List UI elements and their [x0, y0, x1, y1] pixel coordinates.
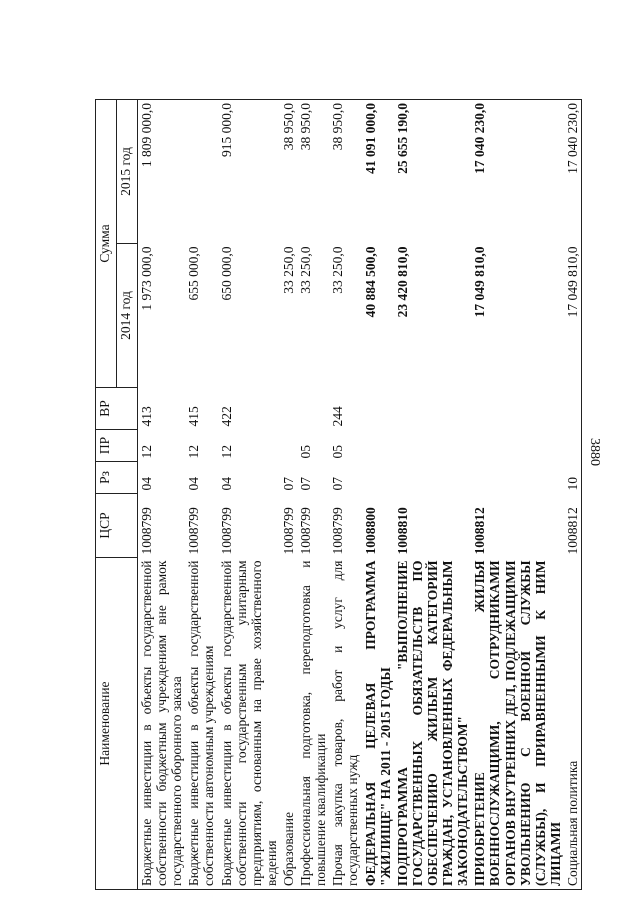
row-rz: [394, 462, 472, 494]
table-row: [329, 99, 361, 889]
row-csr: 1008799: [280, 507, 296, 555]
row-name: Бюджетные инвестиции в объекты государственной собственности автономным учреждениям: [185, 558, 217, 890]
row-pr: [564, 430, 582, 462]
budget-table: [95, 99, 582, 890]
row-name: ПОДПРОГРАММА "ВЫПОЛНЕНИЕ ГОСУДАРСТВЕННЫХ ОБЯЗАТЕЛЬСТВ ПО ОБЕСПЕЧЕНИЮ ЖИЛЬЕМ КАТЕГОРИЙ ГРАЖДАН, УСТАНОВЛЕННЫХ ФЕДЕРАЛЬНЫМ ЗАКОНОДАТЕЛЬСТВОМ": [394, 558, 472, 890]
row-sum-2014: 33 250,0: [298, 246, 314, 294]
page-number: 3880: [587, 438, 602, 466]
row-pr: [280, 430, 297, 462]
row-vr: [362, 388, 394, 430]
row-csr: 1008812: [564, 494, 582, 558]
table-row: [297, 99, 329, 889]
row-pr: 05: [298, 445, 314, 459]
row-sum-2014: 655 000,0: [186, 246, 202, 301]
row-pr: 12: [218, 445, 234, 459]
row-csr: 1008800: [362, 507, 378, 555]
row-vr: [471, 388, 564, 430]
row-sum-2015: 38 950,0: [280, 99, 297, 243]
row-sum-2015: 17 040 230,0: [564, 99, 582, 243]
table-row: [138, 99, 186, 889]
row-csr: 1008810: [394, 507, 410, 555]
row-vr: [280, 388, 297, 430]
row-pr: 12: [186, 445, 202, 459]
row-vr: 413: [139, 406, 154, 427]
row-sum-2015: 38 950,0: [297, 99, 329, 243]
budget-table-container: [95, 100, 580, 890]
row-name: Профессиональная подготовка, переподготовка и повышение квалификации: [297, 558, 329, 890]
row-csr: 1008799: [186, 507, 202, 555]
row-name: Образование: [280, 558, 297, 890]
header-name: Наименование: [96, 558, 138, 890]
row-rz: [471, 462, 564, 494]
header-2014: 2014 год: [117, 244, 138, 388]
row-csr: 1008799: [330, 507, 346, 555]
row-sum-2014: 17 049 810,0: [472, 246, 488, 318]
row-rz: 10: [564, 462, 582, 494]
row-vr: [394, 388, 472, 430]
row-name: ПРИОБРЕТЕНИЕ ЖИЛЬЯ ВОЕННОСЛУЖАЩИМИ, СОТРУДНИКАМИ ОРГАНОВ ВНУТРЕННИХ ДЕЛ, ПОДЛЕЖАЩИМИ УВОЛЬНЕНИЮ С ВОЕННОЙ СЛУЖБЫ (СЛУЖБЫ), И ПРИРАВНЕННЫМИ К НИМ ЛИЦАМИ: [471, 558, 564, 890]
row-sum-2015: [185, 99, 217, 243]
table-row: [394, 99, 472, 889]
row-pr: 05: [330, 445, 346, 459]
table-row: [280, 99, 297, 889]
row-csr: 1008799: [298, 507, 314, 555]
table-row: [218, 99, 280, 889]
row-name: ФЕДЕРАЛЬНАЯ ЦЕЛЕВАЯ ПРОГРАММА "ЖИЛИЩЕ" НА 2011 - 2015 ГОДЫ: [362, 558, 394, 890]
row-sum-2014: 33 250,0: [280, 246, 296, 294]
row-sum-2015: 1 809 000,0: [138, 99, 186, 243]
row-sum-2014: 40 884 500,0: [362, 246, 378, 318]
row-name: Социальная политика: [564, 558, 582, 890]
row-pr: [394, 430, 472, 462]
row-pr: 12: [139, 445, 154, 459]
row-name: Прочая закупка товаров, работ и услуг для государственных нужд: [329, 558, 361, 890]
row-rz: [362, 462, 394, 494]
row-name: Бюджетные инвестиции в объекты государственной собственности бюджетным учреждениям вне рамок государственного оборонного заказа: [138, 558, 186, 890]
table-row: [564, 99, 582, 889]
row-pr: [362, 430, 394, 462]
row-csr: 1008812: [472, 507, 488, 555]
table-row: [471, 99, 564, 889]
table-body: [138, 99, 582, 889]
row-rz: 04: [139, 477, 154, 491]
row-csr: 1008799: [218, 507, 234, 555]
row-vr: [564, 388, 582, 430]
header-pr: ПР: [96, 430, 138, 462]
header-rz: Рз: [96, 462, 138, 494]
row-sum-2014: 1 973 000,0: [139, 246, 154, 311]
row-rz: 04: [186, 477, 202, 491]
row-sum-2015: 25 655 190,0: [394, 99, 472, 243]
header-sum: Сумма: [96, 99, 117, 387]
row-rz: 07: [330, 477, 346, 491]
row-sum-2015: 915 000,0: [218, 99, 280, 243]
row-pr: [471, 430, 564, 462]
row-sum-2015: 41 091 000,0: [362, 99, 394, 243]
row-name: Бюджетные инвестиции в объекты государственной собственности государственным унитарным предприятиям, основанным на праве хозяйственного ведения: [218, 558, 280, 890]
row-csr: 1008799: [139, 507, 154, 555]
header-2015: 2015 год: [117, 99, 138, 243]
header-csr: ЦСР: [96, 494, 138, 558]
row-sum-2014: 650 000,0: [218, 246, 234, 301]
row-sum-2014: 23 420 810,0: [394, 246, 410, 318]
row-rz: 07: [280, 477, 296, 491]
row-sum-2014: 33 250,0: [330, 246, 346, 294]
row-sum-2014: 17 049 810,0: [564, 244, 582, 388]
row-vr: [297, 388, 329, 430]
row-vr: 422: [218, 406, 234, 427]
row-rz: 07: [298, 477, 314, 491]
table-row: [362, 99, 394, 889]
row-sum-2015: 38 950,0: [329, 99, 361, 243]
row-vr: 244: [330, 406, 346, 427]
table-row: [185, 99, 217, 889]
row-rz: 04: [218, 477, 234, 491]
row-sum-2015: 17 040 230,0: [471, 99, 564, 243]
header-vr: ВР: [96, 388, 138, 430]
row-vr: 415: [186, 406, 202, 427]
